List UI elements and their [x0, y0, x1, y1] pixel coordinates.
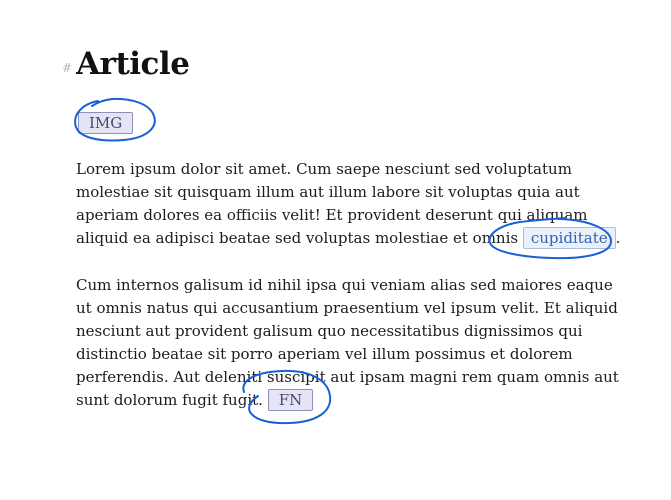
paragraph-1-last-line [76, 227, 621, 250]
paragraph-1-line: Lorem ipsum dolor sit amet. Cum saepe nesciunt sed voluptatum [76, 160, 572, 178]
paragraph-1-line: aperiam dolores ea officiis velit! Et provident deserunt qui aliquam [76, 206, 588, 224]
paragraph-2-line: perferendis. Aut deleniti suscipit aut ipsam magni rem quam omnis aut [76, 368, 619, 386]
paragraph-2-line: sunt dolorum fugit fugit. [76, 391, 263, 409]
paragraph-2-last-line [76, 389, 616, 412]
paragraph-1-period: . [615, 229, 621, 247]
footnote-chip[interactable]: FN [268, 389, 314, 411]
paragraph-1-line: aliquid ea adipisci beatae sed voluptas molestiae et omnis [76, 229, 519, 247]
paragraph-2-line: nesciunt aut provident galisum quo necessitatibus dignissimos qui [76, 322, 583, 340]
heading-anchor-icon[interactable]: # [62, 61, 73, 75]
paragraph-1 [76, 158, 621, 250]
link-chip-cupiditate[interactable]: cupiditate [523, 227, 616, 249]
paragraph-2 [76, 274, 619, 412]
paragraph-1-line: molestiae sit quisquam illum aut illum labore sit voluptas quia aut [76, 183, 580, 201]
image-placeholder-chip[interactable]: IMG [78, 112, 133, 134]
paragraph-2-line: Cum internos galisum id nihil ipsa qui veniam alias sed maiores eaque [76, 276, 613, 294]
page-title: Article [76, 46, 190, 82]
paragraph-2-line: distinctio beatae sit porro aperiam vel illum possimus et dolorem [76, 345, 573, 363]
paragraph-2-line: ut omnis natus qui accusantium praesentium vel ipsum velit. Et aliquid [76, 299, 618, 317]
article-heading [62, 46, 189, 82]
